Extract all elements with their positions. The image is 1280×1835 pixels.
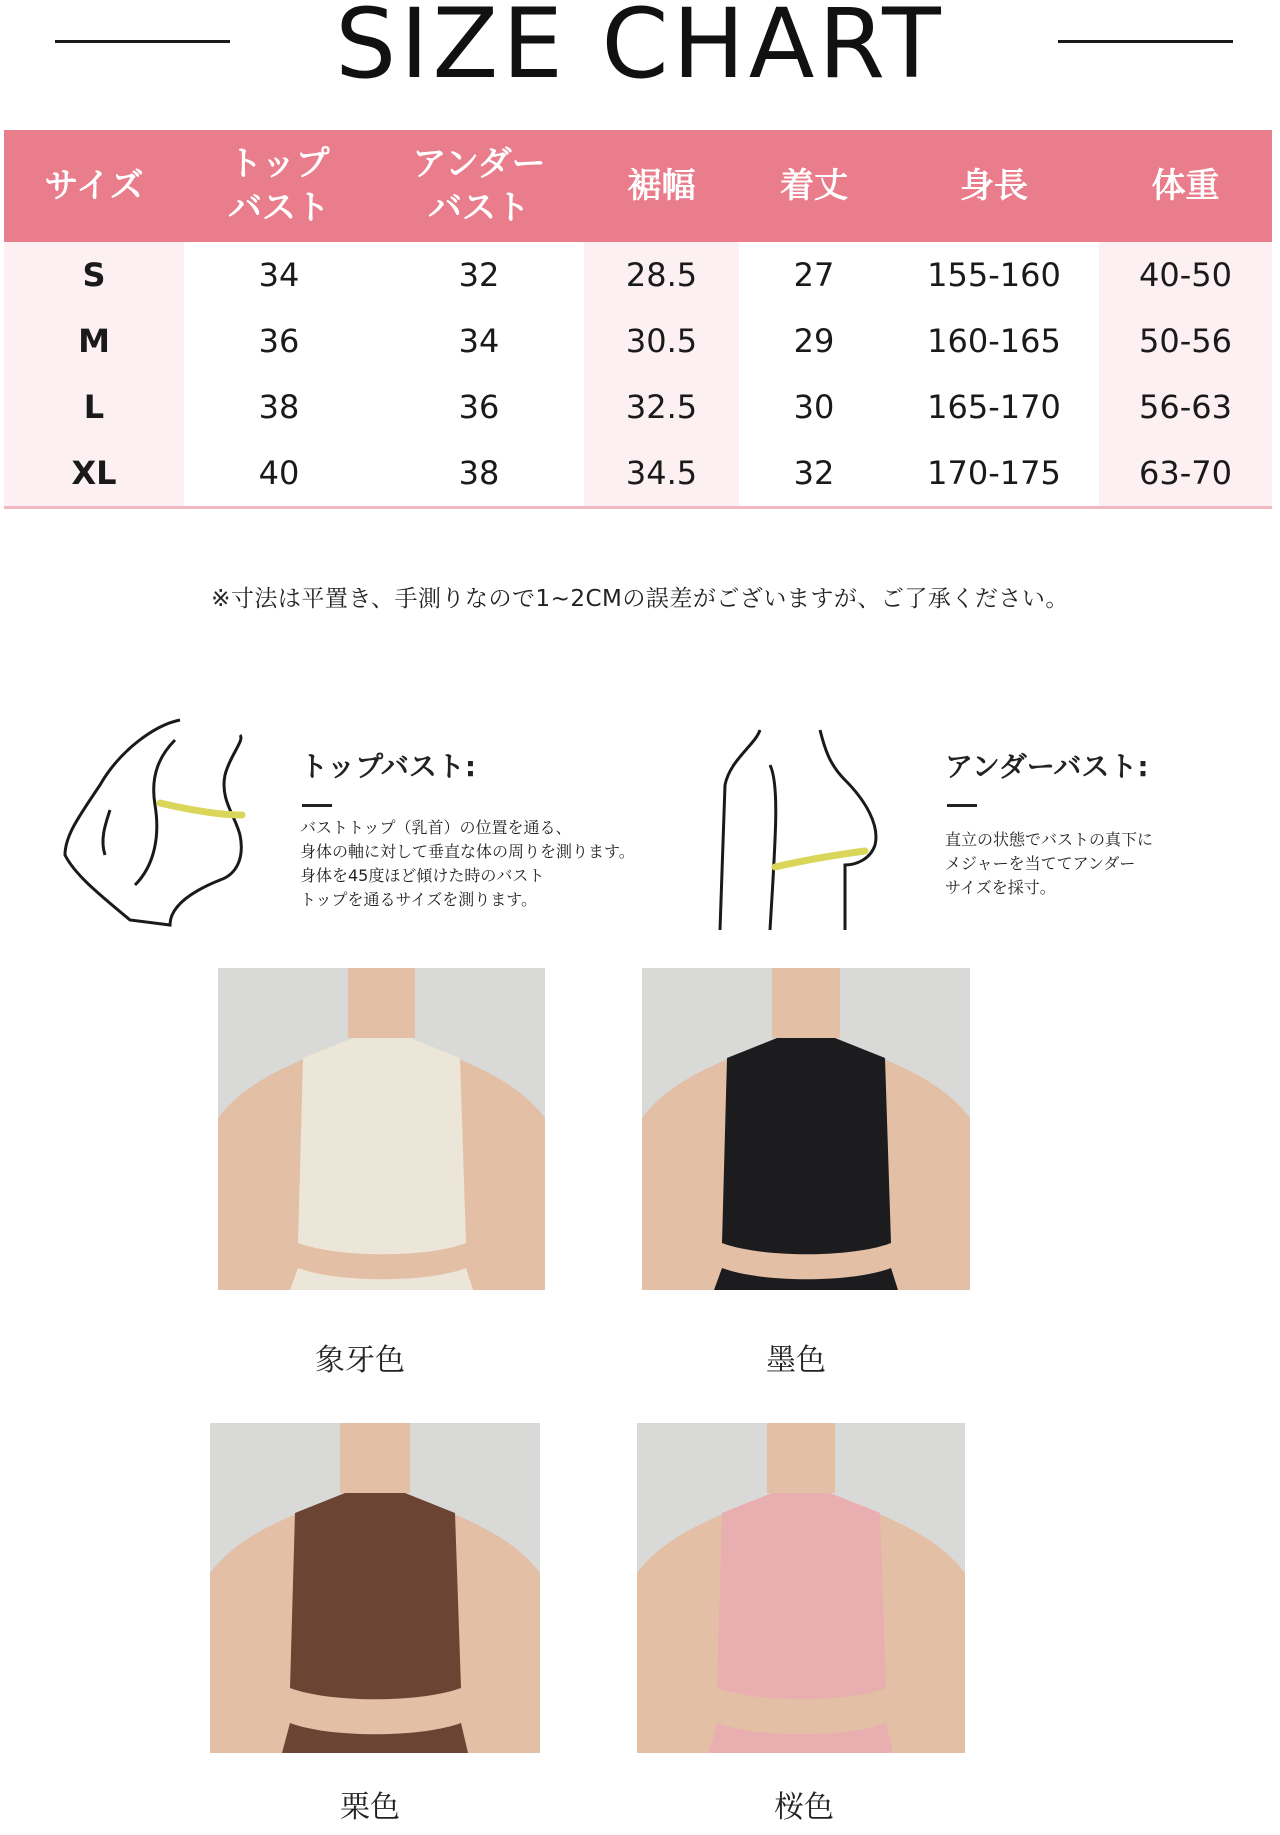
top-bust-title: トップバスト: [300, 750, 477, 783]
table-cell: 36 [458, 388, 500, 426]
table-cell: 40 [184, 440, 374, 508]
table-cell: 63-70 [1099, 440, 1272, 508]
under-bust-illustration-icon [705, 725, 895, 935]
table-cell: 34.5 [584, 440, 739, 508]
header-top-bust: トップ バスト [184, 130, 374, 242]
under-bust-title: アンダーバスト: [945, 750, 1149, 783]
table-cell: 34 [458, 322, 500, 360]
crop-top-photo-icon [210, 1423, 540, 1753]
title-rule-right [1058, 40, 1233, 43]
table-cell: 32 [739, 440, 889, 508]
table-cell: 30 [793, 388, 835, 426]
top-bust-description: バストトップ（乳首）の位置を通る、 身体の軸に対して垂直な体の周りを測ります。 身体を45度ほど傾けた時のバスト トップを通るサイズを測ります。 [300, 818, 635, 909]
crop-top-photo-icon [218, 968, 545, 1290]
table-cell: XL [4, 440, 184, 508]
measurement-note: ※寸法は平置き、手測りなので1~2CMの誤差がございますが、ご了承ください。 [211, 586, 1069, 612]
table-cell: 56-63 [1099, 374, 1272, 440]
top-bust-illustration-icon [60, 715, 260, 930]
table-row [4, 440, 1272, 508]
header-hem-width: 裾幅 [584, 130, 739, 242]
crop-top-photo-icon [637, 1423, 965, 1753]
product-photo-brown [210, 1423, 540, 1753]
table-cell: 36 [258, 322, 300, 360]
table-cell: 32 [458, 256, 500, 294]
caption-ivory: 象牙色 [315, 1343, 405, 1378]
table-cell: 27 [793, 256, 835, 294]
page-title: SIZE CHART [335, 0, 945, 100]
table-cell: 165-170 [927, 388, 1061, 426]
table-cell: S [4, 242, 184, 308]
caption-brown: 栗色 [340, 1790, 400, 1825]
size-table [4, 130, 1272, 509]
table-cell: 160-165 [927, 322, 1061, 360]
product-photo-pink [637, 1423, 965, 1753]
header-size: サイズ [4, 130, 184, 242]
table-row [4, 242, 1272, 308]
table-cell: 38 [374, 440, 584, 508]
table-cell: 38 [258, 388, 300, 426]
table-cell: 40-50 [1099, 242, 1272, 308]
product-photo-ivory [218, 968, 545, 1290]
table-cell: 155-160 [927, 256, 1061, 294]
table-row [4, 374, 1272, 440]
top-bust-dash [302, 804, 332, 807]
table-cell: 30.5 [584, 308, 739, 374]
table-cell: 28.5 [584, 242, 739, 308]
header-height: 身長 [889, 130, 1099, 242]
table-cell: 50-56 [1099, 308, 1272, 374]
table-cell: L [4, 374, 184, 440]
header-under-bust: アンダー バスト [374, 130, 584, 242]
header-weight: 体重 [1099, 130, 1272, 242]
table-cell: 32.5 [584, 374, 739, 440]
under-bust-dash [947, 804, 977, 807]
product-photo-black [642, 968, 970, 1290]
table-cell: M [4, 308, 184, 374]
table-header-row [4, 130, 1272, 242]
table-cell: 34 [258, 256, 300, 294]
header [0, 0, 1280, 100]
table-row [4, 308, 1272, 374]
caption-black: 墨色 [766, 1343, 826, 1378]
crop-top-photo-icon [642, 968, 970, 1290]
table-cell: 29 [793, 322, 835, 360]
under-bust-description: 直立の状態でバストの真下に メジャーを当ててアンダー サイズを採寸。 [945, 830, 1154, 897]
table-cell: 170-175 [889, 440, 1099, 508]
caption-pink: 桜色 [774, 1790, 834, 1825]
header-length: 着丈 [739, 130, 889, 242]
